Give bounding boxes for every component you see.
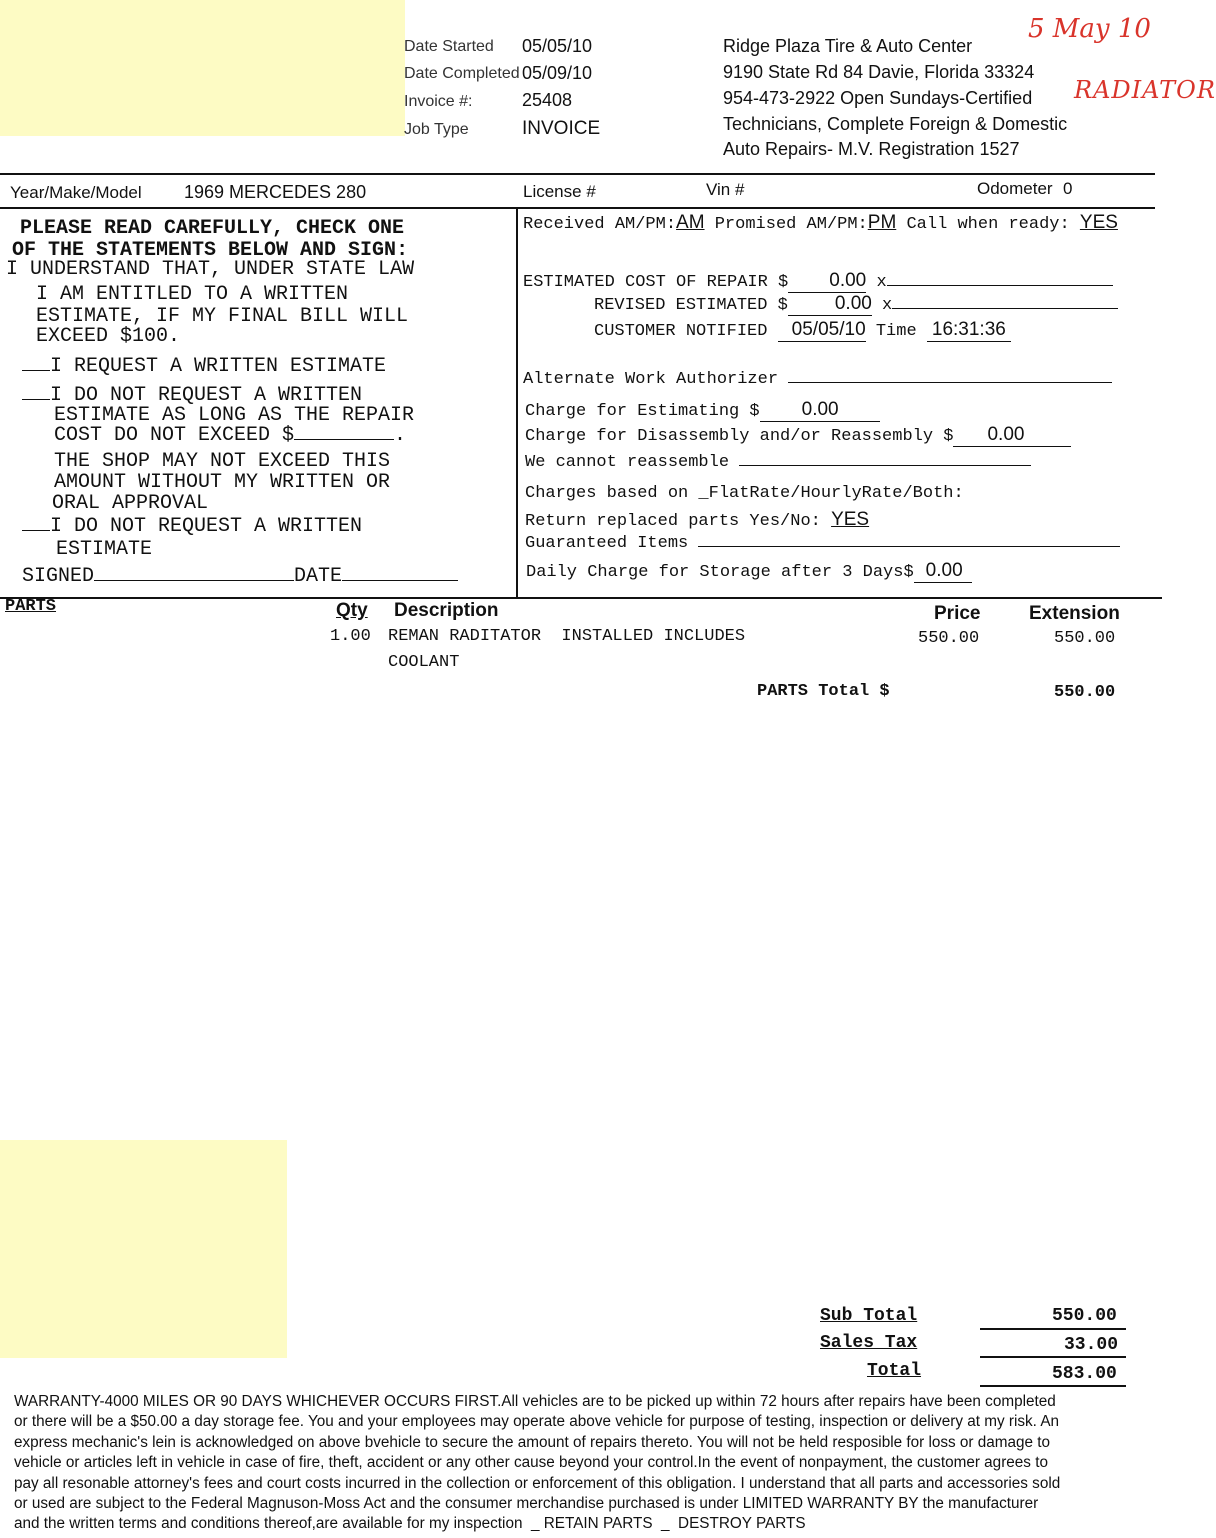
estimated-cost-value: 0.00 xyxy=(788,270,866,293)
shop-address: 9190 State Rd 84 Davie, Florida 33324 xyxy=(723,62,1035,82)
revised-estimate-signature[interactable] xyxy=(892,308,1118,309)
column-divider xyxy=(516,209,518,597)
statement-law-2: I AM ENTITLED TO A WRITTEN xyxy=(36,283,349,306)
signature-field[interactable] xyxy=(94,580,294,581)
shop-registration: Auto Repairs- M.V. Registration 1527 xyxy=(723,139,1020,159)
sticky-note-top xyxy=(0,0,405,136)
subtotal-underline xyxy=(980,1328,1126,1330)
parts-total-value: 550.00 xyxy=(1054,683,1116,702)
received-row xyxy=(523,212,1118,234)
guaranteed-items-row xyxy=(525,534,1120,553)
date-completed-label: Date Completed xyxy=(404,65,520,82)
vin-label: Vin # xyxy=(706,180,745,199)
received-value: AM xyxy=(676,212,705,233)
sign-date-field[interactable] xyxy=(342,580,458,581)
sales-tax-underline xyxy=(980,1356,1126,1358)
part-row-description: REMAN RADITATOR INSTALLED INCLUDES xyxy=(388,627,746,646)
revised-estimate-label: REVISED ESTIMATED $ xyxy=(594,296,788,315)
storage-charge-value: 0.00 xyxy=(914,560,972,583)
warranty-line: express mechanic's lein is acknowledged on above bvehicle to secure the amount of repairs thereto. You will not be held resposible for loss or damage to xyxy=(14,1433,1051,1451)
odometer-label: Odometer xyxy=(977,179,1053,198)
revised-estimate-x: x xyxy=(882,296,893,315)
statement-law-4: EXCEED $100. xyxy=(36,325,181,348)
option-request-estimate[interactable] xyxy=(22,355,386,378)
warranty-line: WARRANTY-4000 MILES OR 90 DAYS WHICHEVER OCCURS FIRST.All vehicles are to be picked up within 72 hours after repairs have been completed xyxy=(14,1393,1056,1410)
customer-notified-row xyxy=(594,319,1011,342)
estimated-cost-signature[interactable] xyxy=(887,285,1113,286)
shop-name: Ridge Plaza Tire & Auto Center xyxy=(723,36,973,56)
revised-estimate-value: 0.00 xyxy=(788,293,872,316)
signed-label: SIGNED xyxy=(22,565,95,588)
estimated-cost-label: ESTIMATED COST OF REPAIR $ xyxy=(523,273,789,292)
promised-label: Promised AM/PM: xyxy=(714,215,868,234)
option-1-text: I REQUEST A WRITTEN ESTIMATE xyxy=(50,355,387,378)
sign-date-label: DATE xyxy=(294,565,343,588)
notified-time-value: 16:31:36 xyxy=(927,319,1011,342)
customer-notified-date: 05/05/10 xyxy=(778,319,866,342)
handwritten-date: 5 May 10 xyxy=(1028,14,1151,44)
part-row-price: 550.00 xyxy=(918,629,980,648)
total-value: 583.00 xyxy=(1052,1364,1117,1384)
subtotal-value: 550.00 xyxy=(1052,1306,1117,1326)
warranty-text xyxy=(14,1392,1060,1535)
option-2-line-f: ORAL APPROVAL xyxy=(52,492,209,515)
disassembly-charge-value: 0.00 xyxy=(953,424,1071,447)
estimate-limit-field[interactable] xyxy=(294,439,394,440)
alternate-authorizer-label: Alternate Work Authorizer xyxy=(523,370,779,389)
statement-law-3: ESTIMATE, IF MY FINAL BILL WILL xyxy=(36,305,409,328)
part-row-qty: 1.00 xyxy=(330,627,371,646)
statement-law-1: I UNDERSTAND THAT, UNDER STATE LAW xyxy=(6,258,415,281)
parts-divider xyxy=(0,597,1162,599)
estimated-cost-x: x xyxy=(876,273,887,292)
warranty-line: pay all resonable attorney's fees and court costs incurred in the collection or enforcement of this obligation. I understand that all parts and accessories sold xyxy=(14,1474,1061,1492)
return-parts-value: YES xyxy=(831,509,870,530)
parts-col-description: Description xyxy=(394,600,499,621)
charges-based-on: Charges based on _FlatRate/HourlyRate/Both: xyxy=(525,484,964,503)
option-2-text: I DO NOT REQUEST A WRITTEN xyxy=(50,384,363,407)
alternate-authorizer-row xyxy=(523,370,1112,389)
warranty-line: vehicle or articles left in vehicle in case of fire, theft, accident or any other cause beyond your control.In the event of nonpayment, the customer agrees to xyxy=(14,1454,1048,1472)
parts-total-label: PARTS Total $ xyxy=(757,682,890,701)
alternate-authorizer-field[interactable] xyxy=(788,382,1112,383)
invoice-number-label: Invoice #: xyxy=(404,93,473,110)
shop-tagline: Technicians, Complete Foreign & Domestic xyxy=(723,114,1068,134)
option-3-text: I DO NOT REQUEST A WRITTEN xyxy=(50,515,363,538)
part-row-description-cont: COOLANT xyxy=(388,653,460,672)
storage-charge-row xyxy=(526,560,972,583)
date-started-label: Date Started xyxy=(404,38,494,55)
sticky-note-bottom xyxy=(0,1140,287,1358)
statement-title-1: PLEASE READ CAREFULLY, CHECK ONE xyxy=(20,217,405,240)
job-type-label: Job Type xyxy=(404,121,469,138)
notified-time-label: Time xyxy=(875,322,917,341)
statement-title-2: OF THE STATEMENTS BELOW AND SIGN: xyxy=(12,239,409,262)
parts-col-extension: Extension xyxy=(1029,603,1120,624)
shop-phone: 954-473-2922 Open Sundays-Certified xyxy=(723,88,1033,108)
parts-col-price: Price xyxy=(934,603,981,624)
option-2-checkbox[interactable] xyxy=(22,399,50,400)
promised-value: PM xyxy=(867,212,897,233)
total-underline xyxy=(980,1385,1126,1387)
header-divider xyxy=(0,173,1155,175)
option-no-estimate[interactable] xyxy=(22,515,362,538)
warranty-line: or used are subject to the Federal Magnuson-Moss Act and the consumer merchandise purchased is under LIMITED WARRANTY BY the manufacturer xyxy=(14,1495,1039,1513)
handwritten-note: RADIATOR xyxy=(1074,76,1216,104)
signature-row xyxy=(22,565,458,588)
option-2-line-d: THE SHOP MAY NOT EXCEED THIS xyxy=(54,450,391,473)
vehicle-divider xyxy=(0,207,1155,209)
revised-estimate-row xyxy=(594,293,1118,316)
option-2-line-b: ESTIMATE AS LONG AS THE REPAIR xyxy=(54,404,415,427)
parts-col-qty: Qty xyxy=(336,600,368,621)
received-label: Received AM/PM: xyxy=(523,215,677,234)
estimating-charge-row xyxy=(525,399,880,422)
warranty-line-parts-options[interactable]: and the written terms and conditions thereof,are available for my inspection _ RETAIN PARTS _ DESTROY PARTS xyxy=(14,1515,806,1533)
estimated-cost-row xyxy=(523,270,1113,293)
call-when-ready-value: YES xyxy=(1079,212,1118,233)
cannot-reassemble-field[interactable] xyxy=(739,465,1031,466)
call-when-ready-label: Call when ready: xyxy=(906,215,1070,234)
year-make-model-label: Year/Make/Model xyxy=(10,183,142,202)
subtotal-label: Sub Total xyxy=(820,1306,918,1326)
parts-section-label: PARTS xyxy=(5,597,57,616)
guaranteed-items-field[interactable] xyxy=(698,546,1120,547)
option-2-line-e: AMOUNT WITHOUT MY WRITTEN OR xyxy=(54,471,391,494)
cannot-reassemble-row xyxy=(525,453,1031,472)
part-row-extension: 550.00 xyxy=(1054,629,1116,648)
return-parts-row xyxy=(525,509,869,531)
date-completed-value: 05/09/10 xyxy=(522,63,593,83)
option-1-checkbox[interactable] xyxy=(22,370,50,371)
option-2-line-c: COST DO NOT EXCEED $ . xyxy=(54,424,407,447)
estimating-charge-label: Charge for Estimating $ xyxy=(525,402,760,421)
year-make-model-value: 1969 MERCEDES 280 xyxy=(184,182,367,202)
invoice-number-value: 25408 xyxy=(522,90,573,110)
return-parts-label: Return replaced parts Yes/No: xyxy=(525,512,821,531)
total-label: Total xyxy=(867,1361,922,1381)
estimating-charge-value: 0.00 xyxy=(760,399,880,422)
cannot-reassemble-label: We cannot reassemble xyxy=(525,453,730,472)
customer-notified-label: CUSTOMER NOTIFIED xyxy=(594,322,768,341)
option-2-limit-label: COST DO NOT EXCEED $ xyxy=(54,424,295,447)
disassembly-charge-row xyxy=(525,424,1071,447)
job-type-value: INVOICE xyxy=(522,118,601,139)
sales-tax-label: Sales Tax xyxy=(820,1333,918,1353)
warranty-line: or there will be a $50.00 a day storage fee. You and your employees may operate above vehicle for purpose of testing, inspection or delivery at my risk. An xyxy=(14,1413,1060,1431)
option-3-checkbox[interactable] xyxy=(22,530,50,531)
guaranteed-items-label: Guaranteed Items xyxy=(525,534,689,553)
storage-charge-label: Daily Charge for Storage after 3 Days$ xyxy=(526,563,914,582)
odometer-value: 0 xyxy=(1063,179,1073,198)
disassembly-charge-label: Charge for Disassembly and/or Reassembly $ xyxy=(525,427,954,446)
date-started-value: 05/05/10 xyxy=(522,36,593,56)
option-3-line-b: ESTIMATE xyxy=(56,538,153,561)
sales-tax-value: 33.00 xyxy=(1064,1335,1119,1355)
license-label: License # xyxy=(523,182,596,201)
